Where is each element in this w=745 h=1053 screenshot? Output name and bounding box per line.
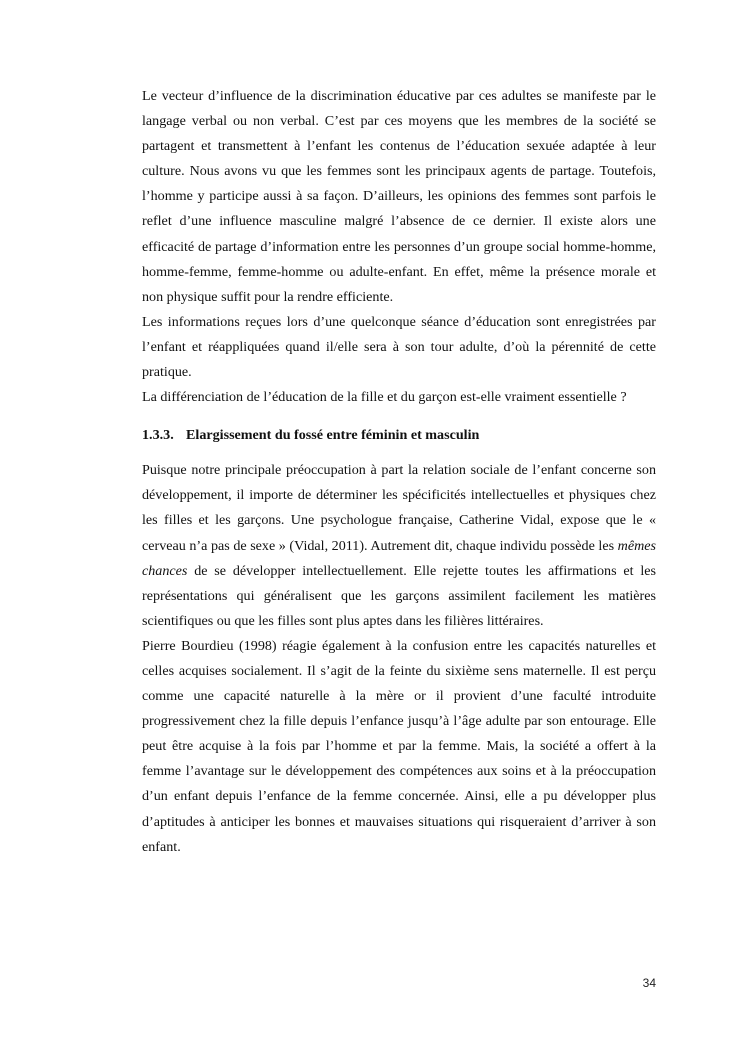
page-body [142,84,656,860]
section-heading [142,423,656,448]
paragraph-vidal-text-after: de se développer intellectuellement. Elle rejette toutes les affirmations et les représentations qui généralisent que les garçons assimilent facilement les matières scientifiques ou que les filles sont plus aptes dans les filières littéraires. [142,562,656,629]
paragraph-vidal-emphasis: mêmes chances [142,537,656,579]
section-number: 1.3.3. [142,427,174,444]
paragraph-influence: Le vecteur d’influence de la discrimination éducative par ces adultes se manifeste par le langage verbal ou non verbal. C’est par ces moyens que les membres de la société se partagent et transmettent à l’enfant les contenus de l’éducation sexuée adaptée à leur culture. Nous avons vu que les femmes sont les principaux agents de partage. Toutefois, l’homme y participe aussi à sa façon. D’ailleurs, les opinions des femmes sont parfois le reflet d’une influence masculine malgré l’absence de ce dernier. Il existe alors une efficacité de partage d’information entre les personnes d’un groupe social homme-homme, homme-femme, femme-homme ou adulte-enfant. En effet, même la présence morale et non physique suffit pour la rendre efficiente. [142,88,656,305]
paragraph-question: La différenciation de l’éducation de la fille et du garçon est-elle vraiment essentielle ? [142,389,627,406]
paragraph-vidal [142,458,656,634]
paragraph-information: Les informations reçues lors d’une quelconque séance d’éducation sont enregistrées par l’enfant et réappliquées quand il/elle sera à son tour adulte, d’où la pérennité de cette pratique. [142,313,656,381]
paragraph-bourdieu: Pierre Bourdieu (1998) réagie également à la confusion entre les capacités naturelles et celles acquises socialement. Il s’agit de la feinte du sixième sens maternelle. Il est perçu comme une capacité naturelle à la mère or il provient d’une faculté introduite progressivement chez la fille depuis l’enfance jusqu’à l’âge adulte par son entourage. Elle peut être acquise à la fois par l’homme et par la femme. Mais, la société a offert à la femme l’avantage sur le développement des compétences aux soins et à la préoccupation d’un enfant depuis l’enfance de la femme concernée. Ainsi, elle a pu développer plus d’aptitudes à anticiper les bonnes et mauvaises situations qui risqueraient d’arriver à son enfant. [142,637,656,855]
paragraph-vidal-text-before: Puisque notre principale préoccupation à part la relation sociale de l’enfant concerne son développement, il importe de déterminer les spécificités intellectuelles et physiques chez les filles et les garçons. Une psychologue française, Catherine Vidal, expose que le « cerveau n’a pas de sexe » (Vidal, 2011). Autrement dit, chaque individu possède les [142,462,656,554]
section-title: Elargissement du fossé entre féminin et masculin [186,427,480,444]
page-number: 34 [642,976,656,990]
